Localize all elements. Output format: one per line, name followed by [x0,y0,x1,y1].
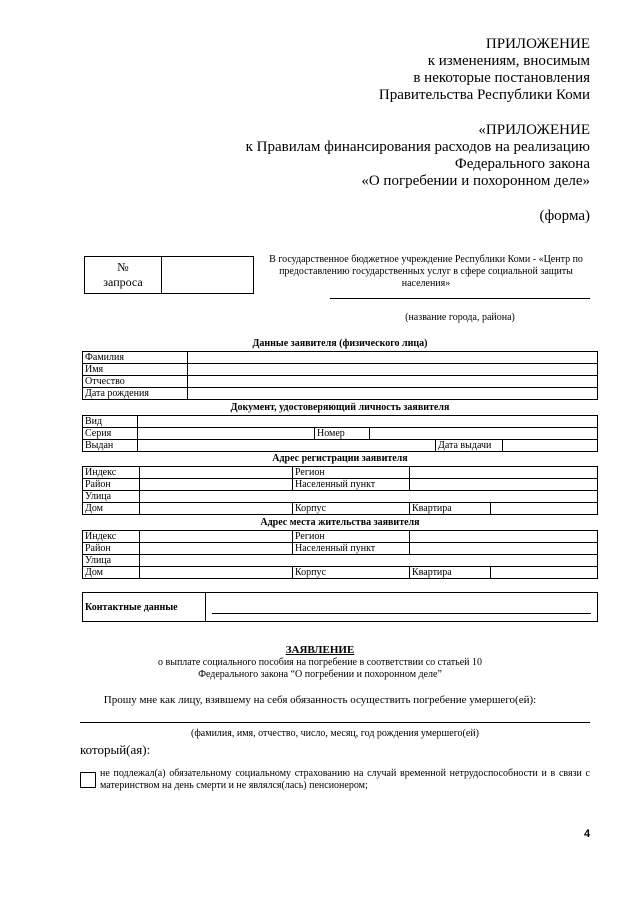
res-region-field[interactable] [410,531,598,543]
res-region-label: Регион [293,531,410,543]
res-building-label: Корпус [293,567,410,579]
appendix-title: ПРИЛОЖЕНИЕ [485,36,590,52]
reg-house-field[interactable] [140,503,293,515]
res-house-label: Дом [83,567,140,579]
res-district-field[interactable] [140,543,293,555]
option1-checkbox[interactable] [80,772,96,788]
statement-subtitle-1: о выплате социального пособия на погребение в соответствии со статьей 10 [158,657,482,668]
res-apartment-label: Квартира [410,567,491,579]
res-apartment-field[interactable] [491,567,598,579]
appendix-header-1 [379,36,590,104]
statement-title: ЗАЯВЛЕНИЕ [285,644,355,656]
applicant-table [82,351,598,400]
surname-field[interactable] [188,352,598,364]
reg-street-field[interactable] [140,491,598,503]
appendix-line: к изменениям, вносимым [427,53,590,69]
identity-section-title: Документ, удостоверяющий личность заявителя [230,402,450,413]
city-input-line[interactable] [330,298,590,299]
city-caption: (название города, района) [405,312,515,323]
reg-building-label: Корпус [293,503,410,515]
request-no-label: № [117,260,129,274]
doc-type-field[interactable] [138,416,598,428]
res-address-section-title: Адрес места жительства заявителя [260,517,420,528]
res-house-field[interactable] [140,567,293,579]
reg-region-label: Регион [293,467,410,479]
issued-field[interactable] [138,440,436,452]
reg-district-field[interactable] [140,479,293,491]
reg-street-label: Улица [83,491,140,503]
page-number: 4 [584,828,591,840]
appendix-line: «О погребении и похоронном деле» [361,173,590,189]
res-index-field[interactable] [140,531,293,543]
res-district-label: Район [83,543,140,555]
identity-table [82,415,598,452]
patronymic-label: Отчество [83,376,188,388]
res-locality-field[interactable] [410,543,598,555]
contacts-table [82,592,598,622]
reg-apartment-field[interactable] [491,503,598,515]
reg-district-label: Район [83,479,140,491]
res-street-label: Улица [83,555,140,567]
res-locality-label: Населенный пункт [293,543,410,555]
birthdate-label: Дата рождения [83,388,188,400]
name-label: Имя [83,364,188,376]
reg-apartment-label: Квартира [410,503,491,515]
issued-label: Выдан [83,440,138,452]
appendix-line: к Правилам финансирования расходов на реализацию [245,139,590,155]
res-address-table [82,530,598,579]
request-label-cell [85,257,162,294]
birthdate-field[interactable] [188,388,598,400]
series-label: Серия [83,428,138,440]
request-number-box [84,256,254,294]
appendix-line: Правительства Республики Коми [378,87,590,103]
issue-date-field[interactable] [503,440,598,452]
reg-index-field[interactable] [140,467,293,479]
name-field[interactable] [188,364,598,376]
option1-text: не подлежал(а) обязательному социальному страхованию на случай временной нетрудоспособности и в связи с материнством на день смерти и не являлся(лась) пенсионером; [100,768,590,791]
statement-request: Прошу мне как лицу, взявшему на себя обязанность осуществить погребение умершего(ей): [103,694,537,706]
doc-type-label: Вид [83,416,138,428]
reg-locality-field[interactable] [410,479,598,491]
contacts-field[interactable] [206,593,598,622]
request-label: запроса [103,275,143,289]
appendix-title: «ПРИЛОЖЕНИЕ [478,122,590,138]
number-field[interactable] [370,428,598,440]
reg-address-table [82,466,598,515]
patronymic-field[interactable] [188,376,598,388]
reg-region-field[interactable] [410,467,598,479]
form-label: (форма) [539,208,590,224]
reg-index-label: Индекс [83,467,140,479]
reg-locality-label: Населенный пункт [293,479,410,491]
res-index-label: Индекс [83,531,140,543]
reg-house-label: Дом [83,503,140,515]
issue-date-label: Дата выдачи [436,440,503,452]
appendix-line: в некоторые постановления [413,70,590,86]
applicant-section-title: Данные заявителя (физического лица) [252,338,428,349]
request-number-field[interactable] [162,257,254,294]
addressee-text: В государственное бюджетное учреждение Республики Коми - «Центр по предоставлению государственных услуг в сфере социальной защиты населения» [269,254,583,289]
deceased-caption: (фамилия, имя, отчество, число, месяц, год рождения умершего(ей) [191,728,479,739]
surname-label: Фамилия [83,352,188,364]
contacts-label: Контактные данные [83,593,206,622]
deceased-input-line[interactable] [80,722,590,723]
statement-subtitle-2: Федерального закона “О погребении и похоронном деле” [198,669,442,680]
reg-address-section-title: Адрес регистрации заявителя [272,453,408,464]
res-street-field[interactable] [140,555,598,567]
who-label: который(ая): [80,742,151,757]
appendix-line: Федерального закона [454,156,590,172]
number-label: Номер [315,428,370,440]
series-field[interactable] [138,428,315,440]
appendix-header-2 [246,122,590,190]
